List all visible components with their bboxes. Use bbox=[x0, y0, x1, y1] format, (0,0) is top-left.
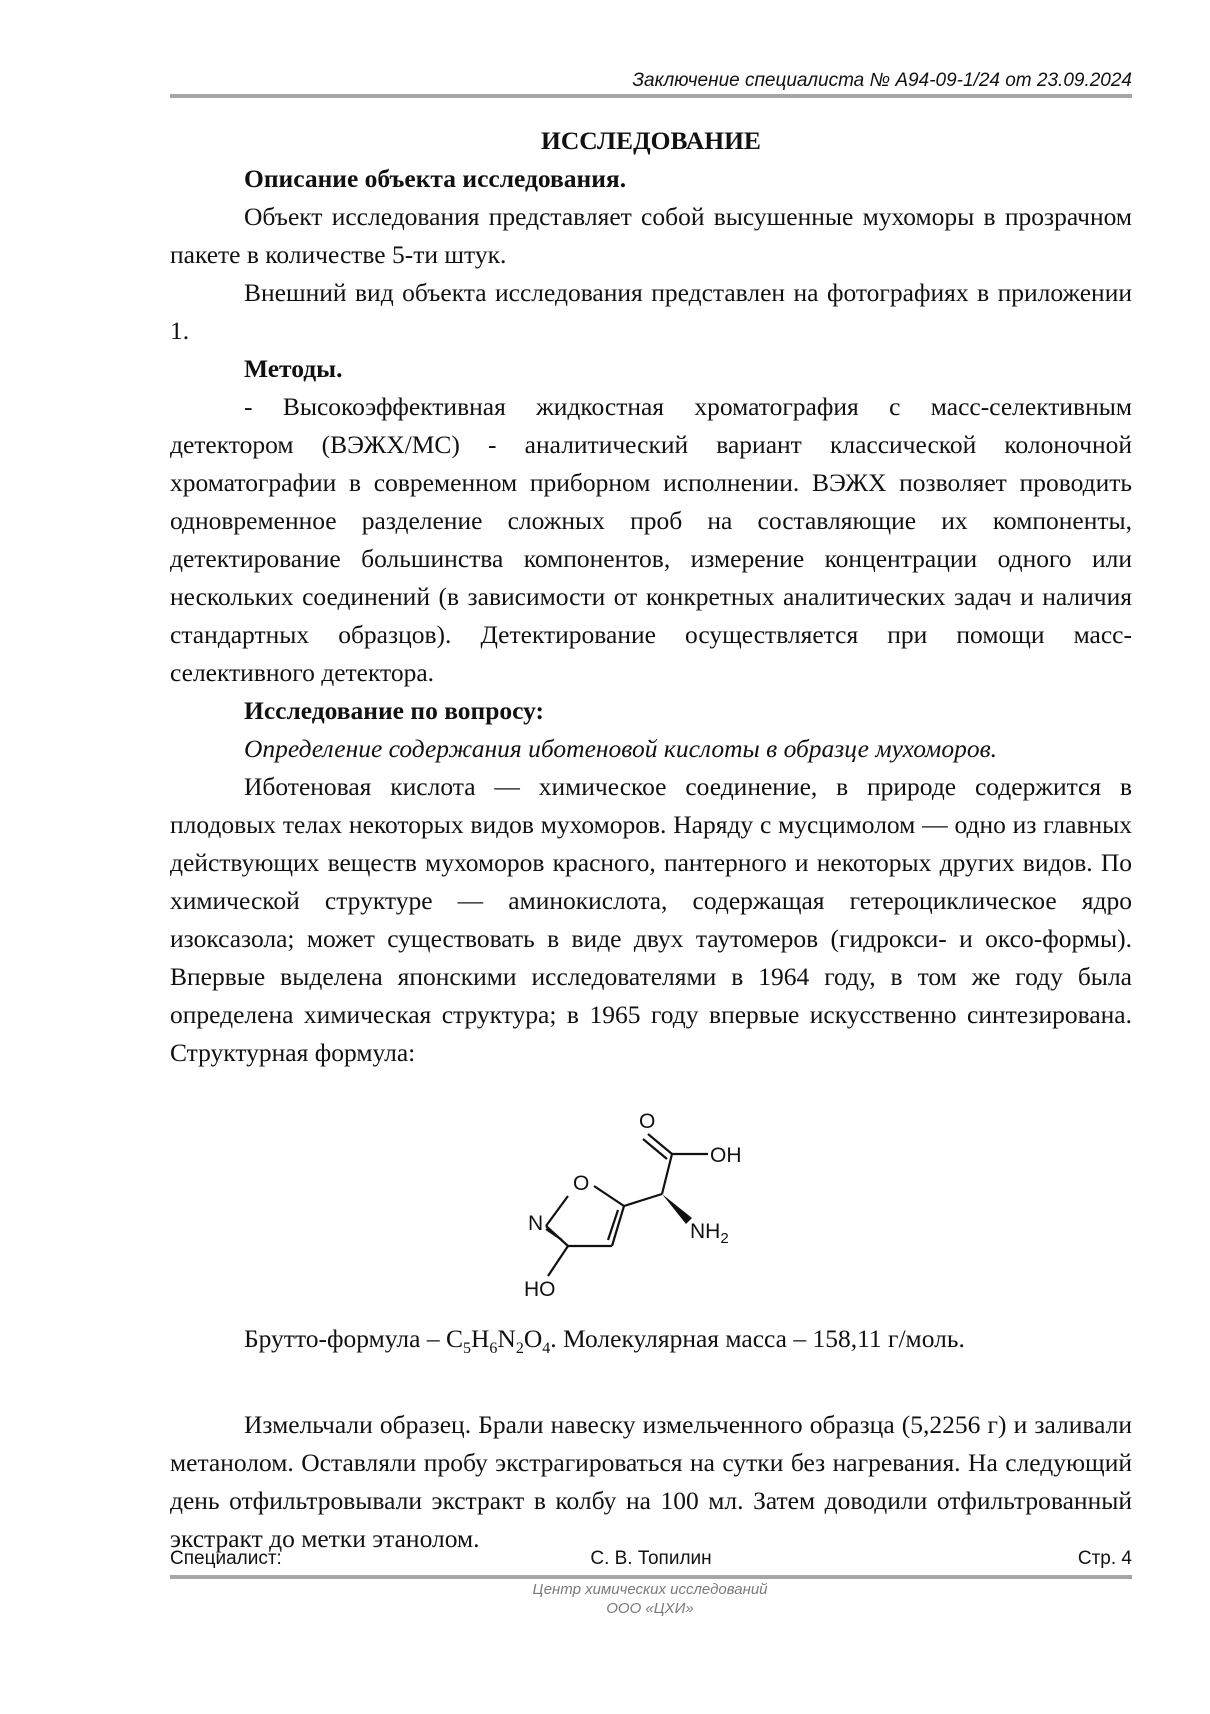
wedge-bond bbox=[662, 1194, 692, 1224]
header-divider bbox=[170, 94, 1132, 98]
ibotenic-acid-structure bbox=[520, 1098, 820, 1318]
section-subheading-question: Определение содержания иботеновой кислоты в образце мухоморов. bbox=[244, 734, 998, 763]
section-heading-methods: Методы. bbox=[244, 354, 343, 383]
structure-svg bbox=[520, 1098, 820, 1318]
organization-stamp bbox=[0, 1580, 1210, 1618]
atom-ho: HO bbox=[524, 1278, 556, 1301]
section-heading-object: Описание объекта исследования. bbox=[244, 164, 627, 193]
atom-o-ring: O bbox=[573, 1172, 590, 1195]
footer-divider bbox=[170, 1575, 1132, 1579]
atom-oh: OH bbox=[710, 1144, 742, 1167]
paragraph-methods: - Высокоэффективная жидкостная хроматография с масс-селективным детектором (ВЭЖХ/МС) - аналитический вариант классической колоночной хроматографии в современном приборном исполнении. ВЭЖХ позволяет проводить одновременное разделение сложных проб на составляющие их компоненты, детектирование большинства компонентов, измерение концентрации одного или нескольких соединений (в зависимости от конкретных аналитических задач и наличия стандартных образцов). Детектирование осуществляется при помощи масс-селективного детектора. bbox=[170, 392, 1132, 687]
section-heading-question: Исследование по вопросу: bbox=[244, 696, 545, 725]
paragraph-object-appearance: Внешний вид объекта исследования представлен на фотографиях в приложении 1. bbox=[170, 278, 1132, 345]
atom-n-ring: N bbox=[528, 1212, 544, 1235]
paragraph-sample-preparation: Измельчали образец. Брали навеску измельченного образца (5,2256 г) и заливали метанолом. Оставляли пробу экстрагироваться на сутки без нагревания. На следующий день отфильтровывали экстракт в колбу на 100 мл. Затем доводили отфильтрованный экстракт до метки этанолом. bbox=[170, 1410, 1132, 1554]
page-title: ИССЛЕДОВАНИЕ bbox=[541, 126, 761, 155]
paragraph-object-description: Объект исследования представляет собой высушенные мухоморы в прозрачном пакете в количестве 5-ти штук. bbox=[170, 202, 1132, 269]
specialist-label: Специалист: bbox=[170, 1548, 282, 1569]
header-doc-ref: Заключение специалиста № А94-09-1/24 от 23.09.2024 bbox=[632, 70, 1132, 91]
page-number: Стр. 4 bbox=[1077, 1548, 1132, 1569]
atom-nh2: $NH_2$ bbox=[690, 1220, 729, 1247]
stamp-line-2: ООО «ЦХИ» bbox=[606, 1600, 694, 1617]
specialist-name: С. В. Топилин bbox=[590, 1548, 712, 1569]
stamp-line-1: Центр химических исследований bbox=[532, 1581, 768, 1598]
atom-o-carbonyl: O bbox=[639, 1110, 656, 1133]
gross-formula-line: Брутто-формула – $C_5H_6N_2O_4$. Молекулярная масса – 158,11 г/моль. bbox=[244, 1324, 965, 1358]
paragraph-ibotenic-acid: Иботеновая кислота — химическое соединение, в природе содержится в плодовых телах некоторых видов мухоморов. Наряду с мусцимолом — одно из главных действующих веществ мухоморов красного, пантерного и некоторых других видов. По химической структуре — аминокислота, содержащая гетероциклическое ядро изоксазола; может существовать в виде двух таутомеров (гидрокси- и оксо-формы). Впервые выделена японскими исследователями в 1964 году, в том же году была определена химическая структура; в 1965 году впервые искусственно синтезирована. Структурная формула: bbox=[170, 772, 1132, 1067]
document-body bbox=[170, 122, 1132, 1558]
